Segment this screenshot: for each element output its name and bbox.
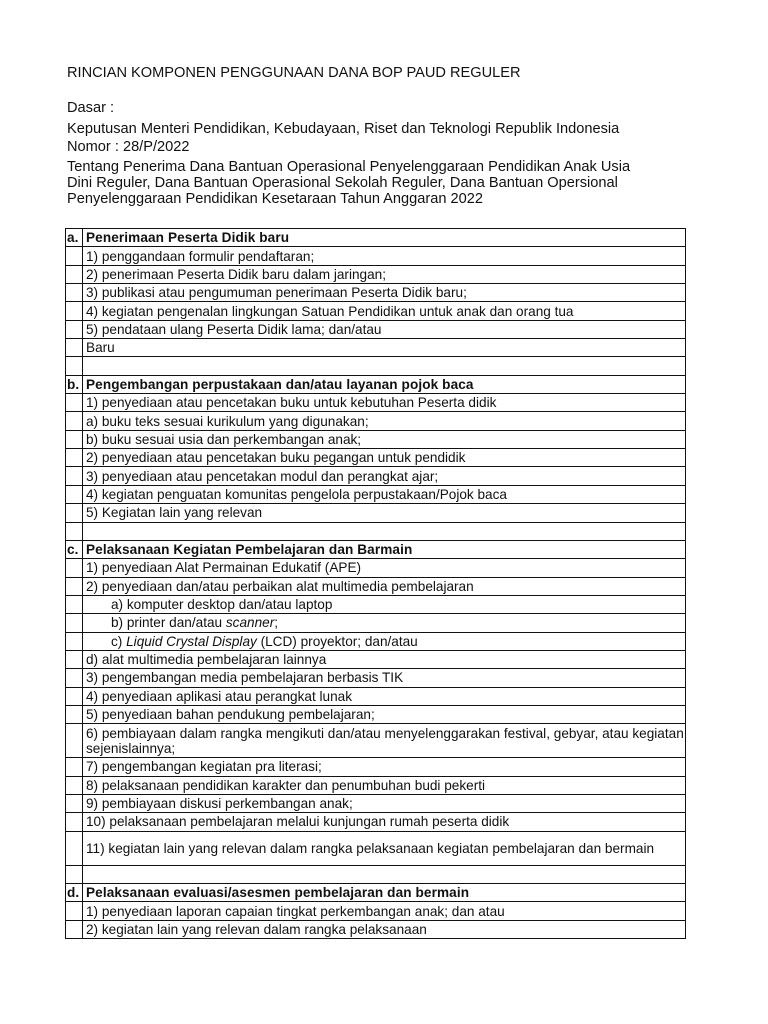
item-cell xyxy=(83,632,686,650)
item-cell: 2) kegiatan lain yang relevan dalam rangka pelaksanaan xyxy=(83,920,686,938)
table-row xyxy=(66,394,686,412)
item-cell: a) buku teks sesuai kurikulum yang digunakan; xyxy=(83,412,686,430)
item-text: b) printer dan/atau xyxy=(111,615,226,631)
section-heading-row xyxy=(66,540,686,558)
letter-cell xyxy=(66,595,83,613)
table-row xyxy=(66,776,686,794)
letter-cell xyxy=(66,265,83,283)
table-row xyxy=(66,247,686,265)
table-row xyxy=(66,467,686,485)
table-row xyxy=(66,412,686,430)
item-cell: 1) penyediaan Alat Permainan Edukatif (APE) xyxy=(83,559,686,577)
section-letter: b. xyxy=(66,375,83,393)
item-cell: 4) penyediaan aplikasi atau perangkat lunak xyxy=(83,687,686,705)
item-cell: a) komputer desktop dan/atau laptop xyxy=(83,595,686,613)
section-letter: a. xyxy=(66,229,83,247)
section-heading: Penerimaan Peserta Didik baru xyxy=(83,229,686,247)
item-cell: 8) pelaksanaan pendidikan karakter dan penumbuhan budi pekerti xyxy=(83,776,686,794)
dasar-label: Dasar : xyxy=(67,100,115,116)
item-cell: Baru xyxy=(83,339,686,357)
letter-cell xyxy=(66,614,83,632)
letter-cell xyxy=(66,813,83,831)
table-row xyxy=(66,902,686,920)
letter-cell xyxy=(66,467,83,485)
table-row xyxy=(66,522,686,540)
nomor-text: Nomor : 28/P/2022 xyxy=(67,139,190,155)
letter-cell xyxy=(66,669,83,687)
item-cell: 2) penyediaan dan/atau perbaikan alat multimedia pembelajaran xyxy=(83,577,686,595)
section-letter: d. xyxy=(66,884,83,902)
letter-cell xyxy=(66,577,83,595)
tentang-line: Tentang Penerima Dana Bantuan Operasional Penyelenggaraan Pendidikan Anak Usia xyxy=(67,159,631,175)
item-cell xyxy=(83,614,686,632)
letter-cell xyxy=(66,394,83,412)
item-cell xyxy=(83,357,686,375)
table-row xyxy=(66,595,686,613)
keputusan-text: Keputusan Menteri Pendidikan, Kebudayaan, Riset dan Teknologi Republik Indonesia xyxy=(67,121,620,137)
letter-cell xyxy=(66,302,83,320)
letter-cell xyxy=(66,794,83,812)
letter-cell xyxy=(66,776,83,794)
letter-cell xyxy=(66,284,83,302)
table-row xyxy=(66,504,686,522)
section-heading-row xyxy=(66,375,686,393)
item-text: ; xyxy=(274,615,279,631)
table-row xyxy=(66,831,686,865)
table-row xyxy=(66,284,686,302)
table-row xyxy=(66,559,686,577)
item-cell: 11) kegiatan lain yang relevan dalam rangka pelaksanaan kegiatan pembelajaran dan bermain xyxy=(83,831,686,865)
item-cell: 5) penyediaan bahan pendukung pembelajaran; xyxy=(83,705,686,723)
item-cell: 1) penyediaan laporan capaian tingkat perkembangan anak; dan atau xyxy=(83,902,686,920)
letter-cell xyxy=(66,632,83,650)
table-row xyxy=(66,705,686,723)
section-letter: c. xyxy=(66,540,83,558)
table-row xyxy=(66,614,686,632)
item-cell: 4) kegiatan penguatan komunitas pengelola perpustakaan/Pojok baca xyxy=(83,485,686,503)
table-row xyxy=(66,758,686,776)
item-cell: 5) Kegiatan lain yang relevan xyxy=(83,504,686,522)
item-cell: 9) pembiayaan diskusi perkembangan anak; xyxy=(83,794,686,812)
section-heading: Pelaksanaan Kegiatan Pembelajaran dan Barmain xyxy=(83,540,686,558)
table-row xyxy=(66,265,686,283)
table-row xyxy=(66,577,686,595)
table-row xyxy=(66,449,686,467)
item-cell: 7) pengembangan kegiatan pra literasi; xyxy=(83,758,686,776)
letter-cell xyxy=(66,504,83,522)
section-heading: Pelaksanaan evaluasi/asesmen pembelajaran dan bermain xyxy=(83,884,686,902)
item-cell: 1) penyediaan atau pencetakan buku untuk kebutuhan Peserta didik xyxy=(83,394,686,412)
table-row xyxy=(66,813,686,831)
item-cell: 6) pembiayaan dalam rangka mengikuti dan/atau menyelenggarakan festival, gebyar, atau kegiatan sejenislainnya; xyxy=(83,724,686,758)
item-cell: d) alat multimedia pembelajaran lainnya xyxy=(83,650,686,668)
letter-cell xyxy=(66,650,83,668)
item-cell: 3) pengembangan media pembelajaran berbasis TIK xyxy=(83,669,686,687)
letter-cell xyxy=(66,339,83,357)
item-cell: 2) penerimaan Peserta Didik baru dalam jaringan; xyxy=(83,265,686,283)
item-italic-term: scanner xyxy=(225,615,275,631)
letter-cell xyxy=(66,902,83,920)
letter-cell xyxy=(66,831,83,865)
letter-cell xyxy=(66,705,83,723)
table-row xyxy=(66,339,686,357)
table-row xyxy=(66,687,686,705)
letter-cell xyxy=(66,449,83,467)
letter-cell xyxy=(66,430,83,448)
item-cell xyxy=(83,865,686,883)
letter-cell xyxy=(66,865,83,883)
letter-cell xyxy=(66,412,83,430)
document-title: RINCIAN KOMPONEN PENGGUNAAN DANA BOP PAUD REGULER xyxy=(67,65,521,81)
table-row xyxy=(66,430,686,448)
item-cell: 2) penyediaan atau pencetakan buku pegangan untuk pendidik xyxy=(83,449,686,467)
item-cell: 1) penggandaan formulir pendaftaran; xyxy=(83,247,686,265)
letter-cell xyxy=(66,920,83,938)
item-cell: 5) pendataan ulang Peserta Didik lama; dan/atau xyxy=(83,320,686,338)
item-text: c) xyxy=(111,633,127,649)
letter-cell xyxy=(66,559,83,577)
item-cell: 4) kegiatan pengenalan lingkungan Satuan Pendidikan untuk anak dan orang tua xyxy=(83,302,686,320)
item-cell xyxy=(83,522,686,540)
table-row xyxy=(66,357,686,375)
table-row xyxy=(66,669,686,687)
table-row xyxy=(66,650,686,668)
section-heading-row xyxy=(66,884,686,902)
tentang-line: Penyelenggaraan Pendidikan Kesetaraan Tahun Anggaran 2022 xyxy=(67,191,483,207)
letter-cell xyxy=(66,247,83,265)
table-row xyxy=(66,794,686,812)
letter-cell xyxy=(66,485,83,503)
table-row xyxy=(66,302,686,320)
table-row xyxy=(66,485,686,503)
table-row xyxy=(66,320,686,338)
letter-cell xyxy=(66,687,83,705)
rincian-table xyxy=(65,228,686,939)
item-cell: b) buku sesuai usia dan perkembangan anak; xyxy=(83,430,686,448)
item-text: (LCD) proyektor; dan/atau xyxy=(256,633,418,649)
letter-cell xyxy=(66,357,83,375)
letter-cell xyxy=(66,320,83,338)
table-row xyxy=(66,865,686,883)
rincian-table-body xyxy=(66,229,686,939)
letter-cell xyxy=(66,522,83,540)
section-heading-row xyxy=(66,229,686,247)
tentang-line: Dini Reguler, Dana Bantuan Operasional Sekolah Reguler, Dana Bantuan Opersional xyxy=(67,175,618,191)
table-row xyxy=(66,724,686,758)
letter-cell xyxy=(66,758,83,776)
item-italic-term: Liquid Crystal Display xyxy=(126,633,257,649)
item-cell: 3) penyediaan atau pencetakan modul dan perangkat ajar; xyxy=(83,467,686,485)
letter-cell xyxy=(66,724,83,758)
table-row xyxy=(66,920,686,938)
item-cell: 10) pelaksanaan pembelajaran melalui kunjungan rumah peserta didik xyxy=(83,813,686,831)
section-heading: Pengembangan perpustakaan dan/atau layanan pojok baca xyxy=(83,375,686,393)
table-row xyxy=(66,632,686,650)
item-cell: 3) publikasi atau pengumuman penerimaan Peserta Didik baru; xyxy=(83,284,686,302)
